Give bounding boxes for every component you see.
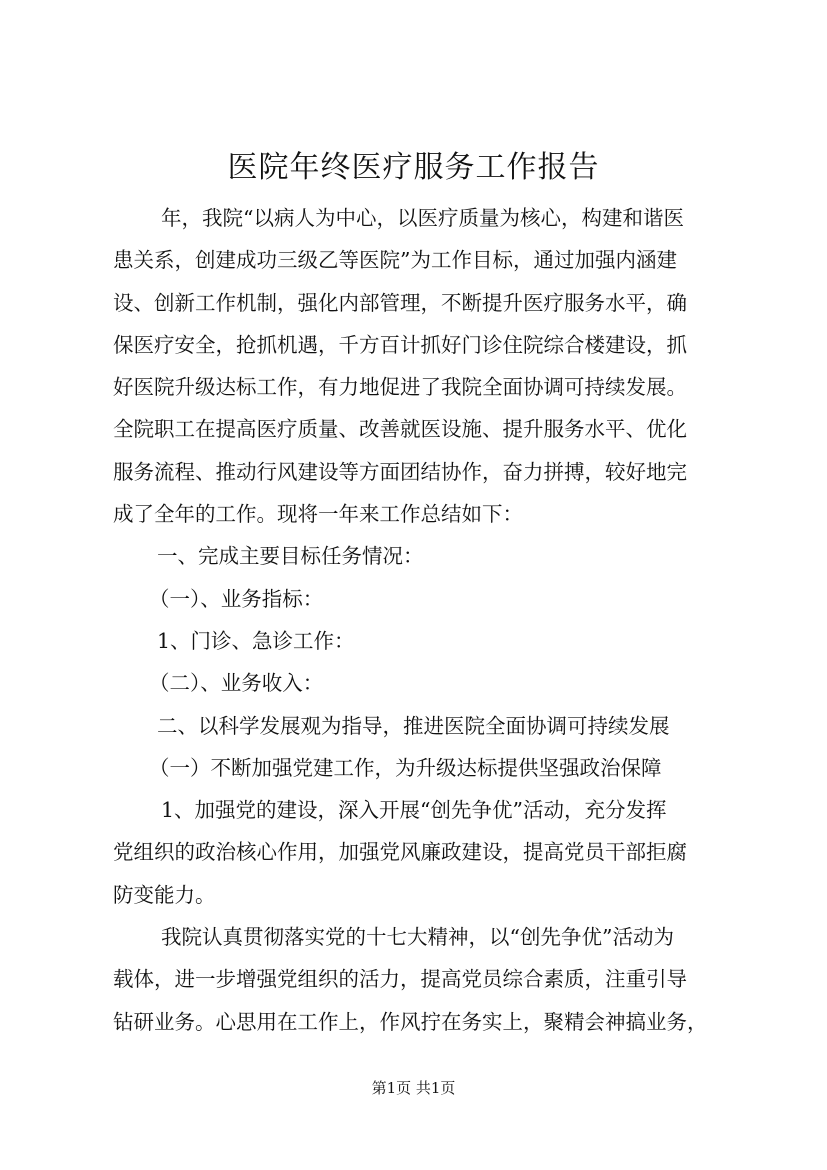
page-footer: 第1页 共1页 — [371, 1079, 456, 1097]
paragraph-line: 载体，进一步增强党组织的活力，提高党员综合素质，注重引导 — [113, 967, 687, 992]
paragraph-line: 好医院升级达标工作，有力地促进了我院全面协调可持续发展。 — [113, 375, 687, 400]
paragraph-line: 设、创新工作机制，强化内部管理，不断提升医疗服务水平，确 — [113, 290, 687, 315]
paragraph-line: 防变能力。 — [113, 882, 216, 907]
section-heading: 二、以科学发展观为指导，推进医院全面协调可持续发展 — [157, 713, 670, 738]
subsection-heading: （二）、业务收入： — [149, 671, 324, 696]
paragraph-line: 服务流程、推动行风建设等方面团结协作，奋力拼搏，较好地完 — [113, 459, 687, 484]
paragraph-line: 患关系，创建成功三级乙等医院”为工作目标，通过加强内涵建 — [113, 248, 677, 273]
section-heading: 一、完成主要目标任务情况： — [157, 544, 424, 569]
paragraph-line: 钻研业务。心思用在工作上，作风拧在务实上，聚精会神搞业务， — [113, 1009, 708, 1034]
paragraph-line: 全院职工在提高医疗质量、改善就医设施、提升服务水平、优化 — [113, 417, 687, 442]
paragraph-line: 党组织的政治核心作用，加强党风廉政建设，提高党员干部拒腐 — [113, 840, 687, 865]
document-title: 医院年终医疗服务工作报告 — [227, 150, 600, 185]
paragraph-line: 保医疗安全，抢抓机遇，千方百计抓好门诊住院综合楼建设，抓 — [113, 332, 687, 357]
subsection-heading: （一）、业务指标： — [149, 586, 324, 611]
subsection-heading: 1、门诊、急诊工作： — [157, 628, 355, 653]
paragraph-line: 1、加强党的建设，深入开展“创先争优”活动，充分发挥 — [161, 798, 667, 823]
subsection-heading: （一）不断加强党建工作，为升级达标提供坚强政治保障 — [149, 755, 662, 780]
paragraph-line: 年，我院“以病人为中心，以医疗质量为核心，构建和谐医 — [161, 206, 684, 230]
document-body — [113, 197, 739, 1043]
paragraph-line: 成了全年的工作。现将一年来工作总结如下： — [113, 502, 523, 527]
paragraph-line: 我院认真贯彻落实党的十七大精神，以“创先争优”活动为 — [161, 925, 674, 950]
